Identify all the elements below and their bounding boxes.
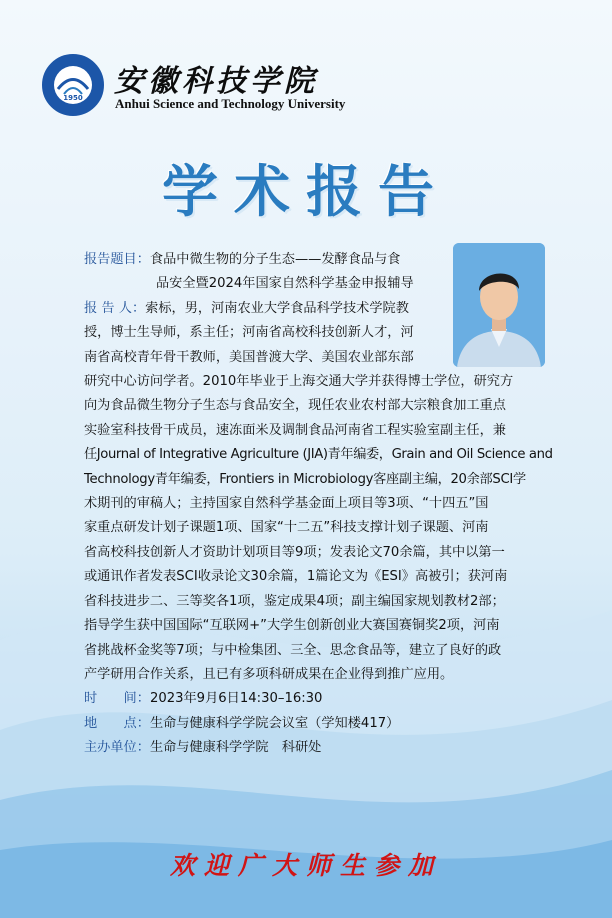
speaker-row — [84, 297, 558, 321]
university-name-cn: 安徽科技学院 — [114, 64, 318, 99]
bio-line: 研究中心访问学者。2010年毕业于上海交通大学并获得博士学位，研究方 — [84, 374, 514, 390]
time-label: 时 间： — [84, 691, 150, 707]
bio-line: 向为食品微生物分子生态与食品安全，现任农业农村部大宗粮食加工重点 — [84, 398, 506, 414]
bio-line: 索标，男，河南农业大学食品科学技术学院教 — [145, 300, 409, 316]
bio-line: Technology青年编委，Frontiers in Microbiology客座副主编，20余部SCI学 — [84, 471, 526, 487]
host-value: 生命与健康科学学院 科研处 — [149, 740, 322, 756]
host-label: 主办单位： — [84, 740, 150, 756]
topic-text-line1: 食品中微生物的分子生态——发酵食品与食 — [149, 252, 401, 267]
bio-line: 术期刊的审稿人；主持国家自然科学基金面上项目等3项、“十四五”国 — [84, 496, 489, 512]
place-value: 生命与健康科学学院会议室（学知楼417） — [149, 715, 400, 731]
bio-line: 指导学生获中国国际“互联网+”大学生创新创业大赛国赛铜奖2项，河南 — [84, 618, 500, 634]
topic-row-continued — [84, 272, 558, 296]
time-row — [84, 687, 558, 711]
bio-line: 省高校科技创新人才资助计划项目等9项；发表论文70余篇，其中以第一 — [84, 544, 505, 560]
bio-line: 或通讯作者发表SCI收录论文30余篇，1篇论文为《ESI》高被引；获河南 — [84, 569, 508, 585]
bio-line: 省挑战杯金奖等7项；与中检集团、三全、思念食品等，建立了良好的政 — [84, 642, 502, 658]
place-label: 地 点： — [84, 715, 150, 731]
host-row — [84, 736, 558, 760]
topic-label: 报告题目： — [84, 252, 150, 267]
welcome-slogan: 欢迎广大师生参加 — [169, 851, 442, 880]
bio-line: 实验室科技骨干成员，速冻面米及调制食品河南省工程实验室副主任，兼 — [84, 422, 506, 438]
bio-line: 任Journal of Integrative Agriculture (JIA)青年编委，Grain and Oil Science and — [84, 447, 553, 463]
university-logo — [42, 54, 104, 116]
report-content — [84, 248, 558, 761]
bio-line: 省科技进步二、三等奖各1项，鉴定成果4项；副主编国家规划教材2部； — [84, 593, 505, 609]
time-value: 2023年9月6日14:30–16:30 — [149, 691, 323, 707]
bio-line: 产学研用合作关系，且已有多项科研成果在企业得到推广应用。 — [84, 666, 454, 682]
university-name-en: Anhui Science and Technology University — [115, 96, 346, 111]
speaker-label: 报 告 人： — [84, 300, 146, 316]
topic-row — [84, 248, 558, 272]
bio-line: 南省高校青年骨干教师，美国普渡大学、美国农业部东部 — [84, 349, 414, 365]
place-row — [84, 712, 558, 736]
topic-text-line2: 品安全暨2024年国家自然科学基金申报辅导 — [156, 276, 414, 292]
bio-line: 家重点研发计划子课题1项、国家“十二五”科技支撑计划子课题、河南 — [84, 520, 489, 536]
poster-title: 学术报告 — [162, 159, 450, 225]
logo-year: 1950 — [63, 94, 83, 102]
bio-line: 授，博士生导师，系主任；河南省高校科技创新人才，河 — [84, 325, 414, 341]
